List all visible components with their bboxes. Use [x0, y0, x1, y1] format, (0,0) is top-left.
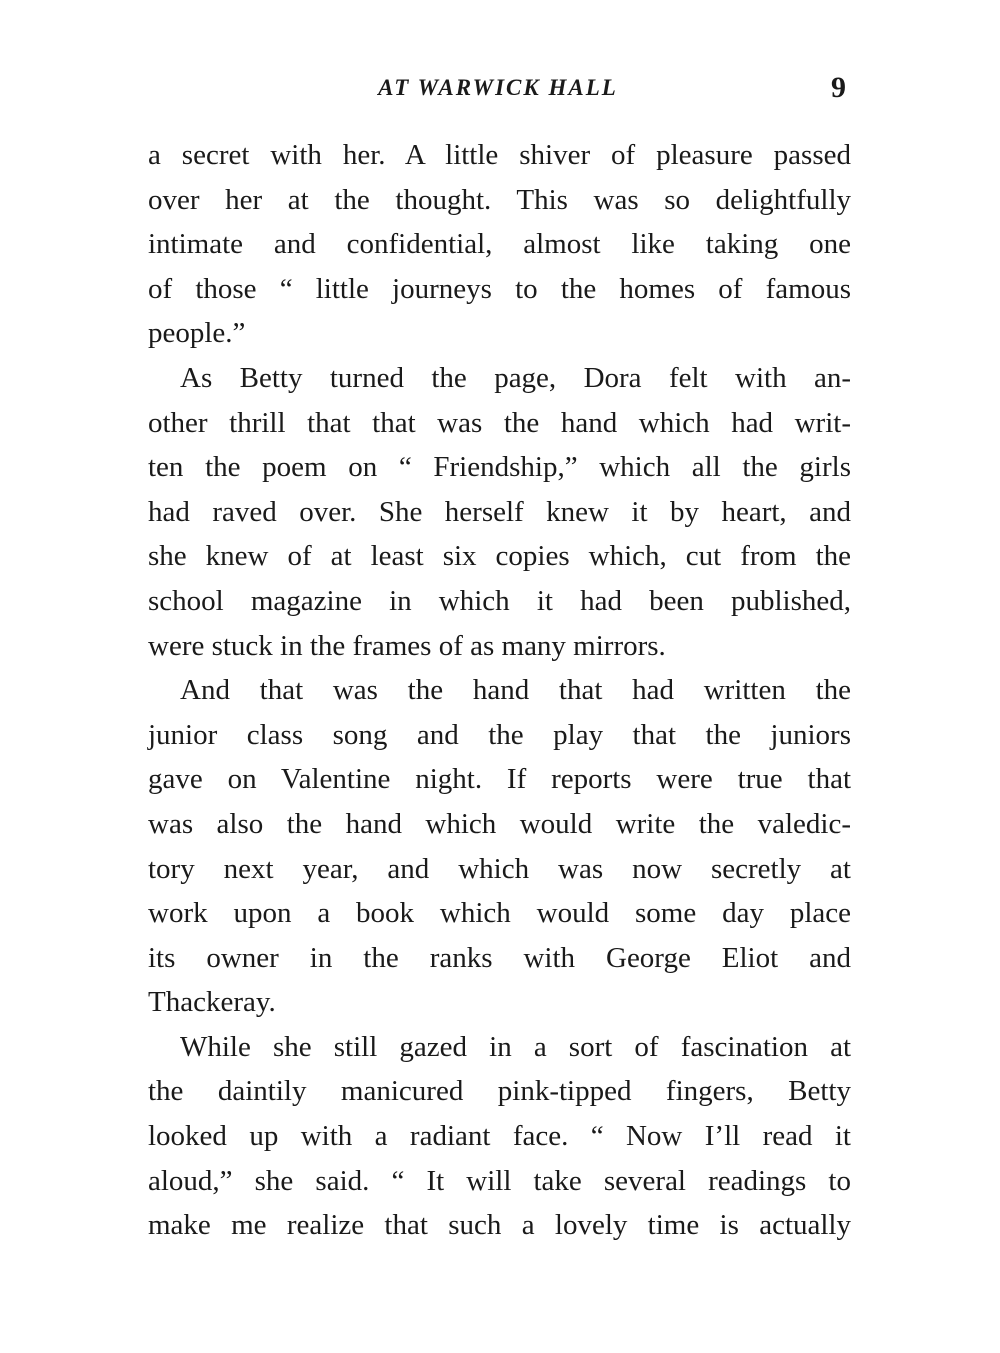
text-line: intimate and confidential, almost like taking one: [148, 228, 851, 261]
text-line: a secret with her. A little shiver of pleasure passed: [148, 139, 851, 171]
text-line: make me realize that such a lovely time is actually: [148, 1209, 851, 1242]
text-line: ten the poem on “ Friendship,” which all the girls: [148, 451, 851, 484]
text-line: were stuck in the frames of as many mirrors.: [148, 629, 666, 662]
running-head: [148, 70, 848, 110]
text-line: had raved over. She herself knew it by heart, and: [148, 495, 851, 528]
text-line: As Betty turned the page, Dora felt with an-: [180, 361, 851, 394]
text-line: its owner in the ranks with George Eliot and: [148, 941, 851, 974]
text-line: of those “ little journeys to the homes of famous: [148, 272, 851, 305]
text-line: people.”: [148, 317, 246, 350]
paragraph-4: [148, 1025, 851, 1248]
text-line: the daintily manicured pink-tipped fingers, Betty: [148, 1075, 851, 1108]
text-line: Thackeray.: [148, 986, 276, 1019]
text-line: While she still gazed in a sort of fascination at: [180, 1030, 851, 1063]
text-line: aloud,” she said. “ It will take several readings to: [148, 1164, 851, 1197]
text-line: she knew of at least six copies which, cut from the: [148, 540, 851, 573]
text-line: was also the hand which would write the valedic-: [148, 807, 851, 840]
text-line: junior class song and the play that the juniors: [148, 718, 851, 751]
text-line: tory next year, and which was now secretly at: [148, 852, 851, 885]
text-line: other thrill that that was the hand which had writ-: [148, 406, 851, 439]
paragraph-2: [148, 356, 851, 668]
body-text: [148, 133, 851, 1248]
paragraph-1: [148, 133, 851, 356]
text-line: And that was the hand that had written the: [180, 674, 851, 707]
text-line: work upon a book which would some day place: [148, 897, 851, 930]
page-number: 9: [831, 71, 846, 104]
text-line: over her at the thought. This was so delightfully: [148, 183, 851, 216]
paragraph-3: [148, 668, 851, 1025]
running-title: AT WARWICK HALL: [378, 75, 618, 100]
text-line: looked up with a radiant face. “ Now I’ll read it: [148, 1120, 851, 1153]
text-line: school magazine in which it had been published,: [148, 584, 851, 617]
text-line: gave on Valentine night. If reports were true that: [148, 763, 851, 796]
